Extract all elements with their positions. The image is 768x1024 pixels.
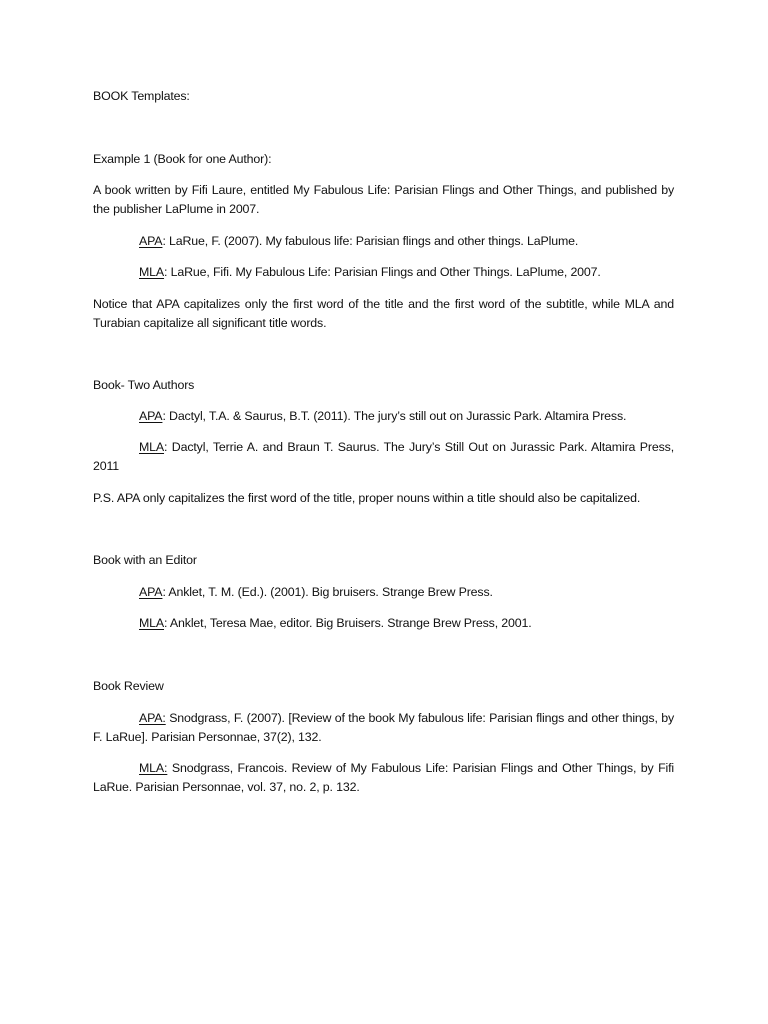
apa-label: APA bbox=[139, 234, 163, 248]
apa-citation-text: : LaRue, F. (2007). My fabulous life: Parisian flings and other things. LaPlume. bbox=[162, 234, 579, 248]
apa-citation-text: : Dactyl, T.A. & Saurus, B.T. (2011). The jury’s still out on Jurassic Park. Altamira Press. bbox=[162, 409, 627, 423]
editor-mla-citation bbox=[139, 614, 532, 633]
apa-citation-text: : Anklet, T. M. (Ed.). (2001). Big bruisers. Strange Brew Press. bbox=[162, 585, 493, 599]
document-body bbox=[93, 0, 674, 1024]
mla-label: MLA bbox=[139, 440, 165, 454]
review-mla-citation bbox=[93, 759, 674, 797]
example1-note: Notice that APA capitalizes only the first word of the title and the first word of the subtitle, while MLA and Turabian capitalize all significant title words. bbox=[93, 297, 674, 330]
document-title: BOOK Templates: bbox=[93, 89, 190, 103]
mla-label: MLA: bbox=[139, 761, 168, 775]
example1-description: A book written by Fifi Laure, entitled My Fabulous Life: Parisian Flings and Other Things, and published by the publisher LaPlume in 2007. bbox=[93, 183, 674, 216]
apa-citation-text: Snodgrass, F. (2007). [Review of the book My fabulous life: Parisian flings and other things, by F. LaRue]. Parisian Personnae, 37(2), 132. bbox=[93, 711, 674, 744]
apa-label: APA bbox=[139, 585, 163, 599]
two-authors-note: P.S. APA only capitalizes the first word of the title, proper nouns within a title should also be capitalized. bbox=[93, 491, 641, 505]
two-authors-mla-citation bbox=[93, 438, 674, 476]
two-authors-apa-citation bbox=[139, 407, 626, 426]
mla-citation-text: Snodgrass, Francois. Review of My Fabulous Life: Parisian Flings and Other Things, by Fifi LaRue. Parisian Personnae, vol. 37, no. 2, p. 132. bbox=[93, 761, 674, 794]
example1-apa-citation bbox=[139, 232, 578, 251]
editor-apa-citation bbox=[139, 583, 493, 602]
example1-mla-citation bbox=[139, 263, 601, 282]
review-heading: Book Review bbox=[93, 679, 164, 693]
editor-heading: Book with an Editor bbox=[93, 553, 197, 567]
two-authors-heading: Book- Two Authors bbox=[93, 378, 195, 392]
mla-citation-text: : LaRue, Fifi. My Fabulous Life: Parisian Flings and Other Things. LaPlume, 2007. bbox=[164, 265, 601, 279]
example1-heading: Example 1 (Book for one Author): bbox=[93, 152, 272, 166]
mla-citation-text: : Dactyl, Terrie A. and Braun T. Saurus. The Jury’s Still Out on Jurassic Park. Altamira Press, 2011 bbox=[93, 440, 674, 473]
apa-label: APA bbox=[139, 409, 163, 423]
apa-label: APA: bbox=[139, 711, 166, 725]
mla-citation-text: : Anklet, Teresa Mae, editor. Big Bruisers. Strange Brew Press, 2001. bbox=[164, 616, 532, 630]
review-apa-citation bbox=[93, 709, 674, 747]
mla-label: MLA bbox=[139, 265, 165, 279]
mla-label: MLA bbox=[139, 616, 165, 630]
